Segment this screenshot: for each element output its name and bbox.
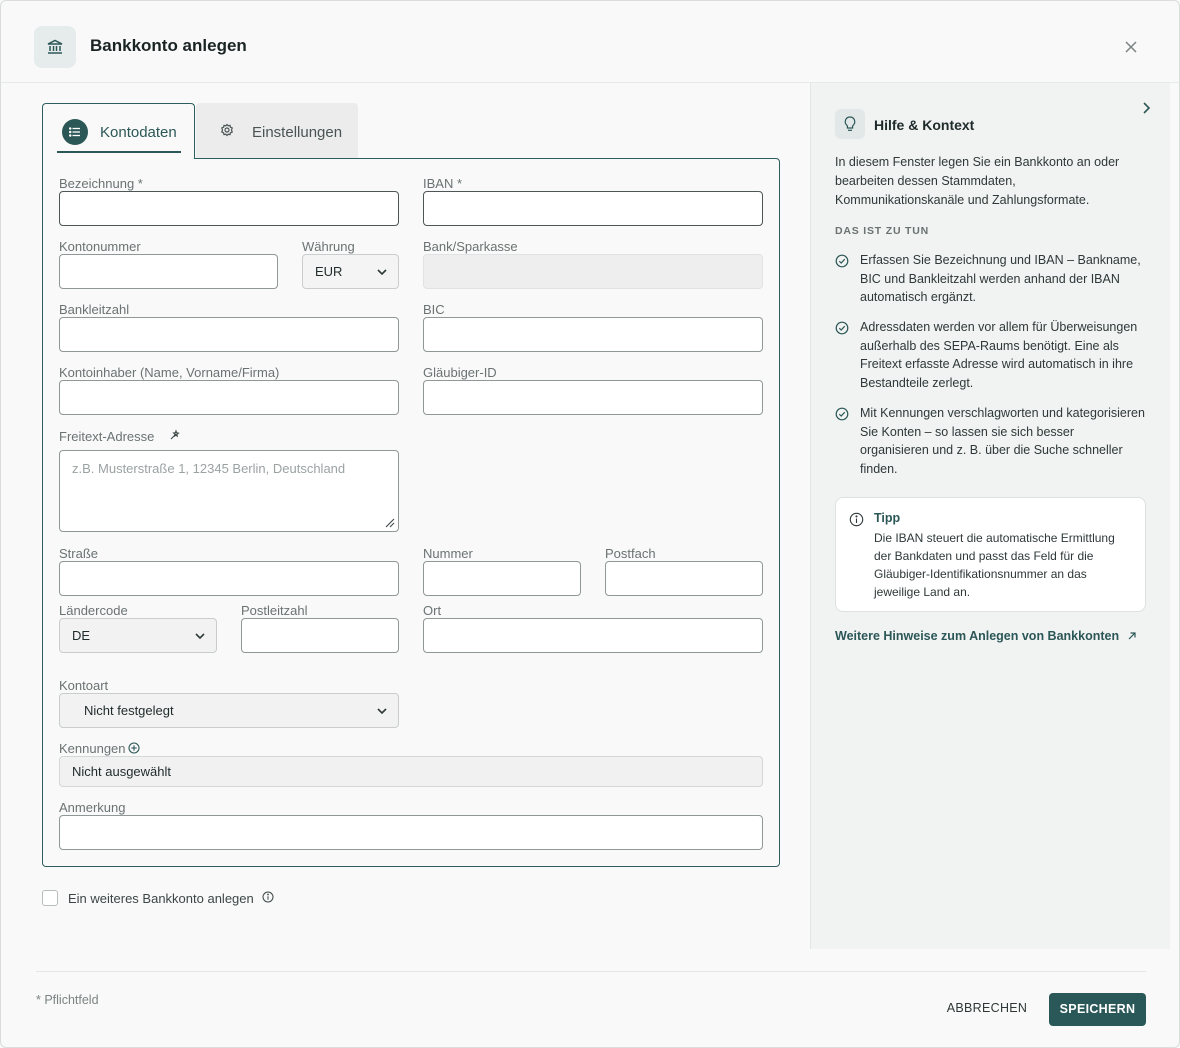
- ort-label: Ort: [423, 603, 442, 618]
- add-circle-icon[interactable]: [128, 742, 140, 754]
- bank-icon: [34, 26, 76, 68]
- waehrung-label: Währung: [302, 239, 355, 254]
- check-circle-icon: [835, 321, 849, 335]
- anmerkung-input[interactable]: [59, 815, 763, 850]
- tab-kontodaten[interactable]: [42, 103, 195, 159]
- freitext-label: Freitext-Adresse: [59, 429, 155, 444]
- close-icon[interactable]: [1119, 35, 1143, 59]
- nummer-label: Nummer: [423, 546, 473, 561]
- another-account-checkbox[interactable]: [42, 890, 58, 906]
- chevron-down-icon: [194, 630, 206, 642]
- glaeubiger-label: Gläubiger-ID: [423, 365, 497, 380]
- help-bullet-text: Adressdaten werden vor allem für Überweisungen außerhalb des SEPA-Raums benötigt. Eine als Freitext erfasste Adresse wird automatisch in ihre Bestandteile zerlegt.: [860, 320, 1138, 390]
- glaeubiger-input[interactable]: [423, 380, 763, 415]
- iban-label: IBAN *: [423, 176, 463, 191]
- nummer-input[interactable]: [423, 561, 581, 596]
- bezeichnung-input[interactable]: [59, 191, 399, 226]
- list-icon: [62, 119, 88, 145]
- tab-einstellungen[interactable]: [196, 103, 358, 159]
- postleitzahl-input[interactable]: [241, 618, 399, 653]
- external-link-icon: [1127, 631, 1137, 641]
- info-icon: [849, 512, 864, 527]
- tip-box: [835, 497, 1146, 612]
- lightbulb-icon: [835, 109, 865, 139]
- bank-label: Bank/Sparkasse: [423, 239, 518, 254]
- help-link[interactable]: [835, 629, 1137, 643]
- bankleitzahl-input[interactable]: [59, 317, 399, 352]
- footer-divider: [36, 971, 1146, 972]
- bezeichnung-label: Bezeichnung *: [59, 176, 143, 191]
- kennungen-label: Kennungen: [59, 741, 126, 756]
- help-subheading: DAS IST ZU TUN: [835, 225, 930, 237]
- gear-icon: [220, 123, 234, 137]
- anmerkung-label: Anmerkung: [59, 800, 126, 815]
- help-link-label: Weitere Hinweise zum Anlegen von Bankkonten: [835, 629, 1120, 643]
- kontoinhaber-label: Kontoinhaber (Name, Vorname/Firma): [59, 365, 280, 380]
- tip-text: Die IBAN steuert die automatische Ermittlung der Bankdaten und passt das Feld für die Gläubiger-Identifikationsnummer an das jeweilige Land an.: [874, 531, 1115, 599]
- kontoinhaber-input[interactable]: [59, 380, 399, 415]
- iban-input[interactable]: [423, 191, 763, 226]
- strasse-label: Straße: [59, 546, 99, 561]
- chevron-down-icon: [376, 266, 388, 278]
- kontonummer-label: Kontonummer: [59, 239, 141, 254]
- save-button[interactable]: SPEICHERN: [1049, 993, 1146, 1026]
- check-circle-icon: [835, 254, 849, 268]
- kontoart-select[interactable]: [59, 693, 399, 728]
- postfach-input[interactable]: [605, 561, 763, 596]
- check-circle-icon: [835, 407, 849, 421]
- resize-handle-icon[interactable]: [385, 518, 395, 528]
- tab-active-indicator: [57, 151, 181, 153]
- tab-einstellungen-label: Einstellungen: [252, 124, 343, 141]
- help-title: Hilfe & Kontext: [874, 117, 975, 133]
- postleitzahl-label: Postleitzahl: [241, 603, 308, 618]
- strasse-input[interactable]: [59, 561, 399, 596]
- kennungen-field[interactable]: [59, 756, 763, 787]
- chevron-down-icon: [376, 705, 388, 717]
- kontoart-value: Nicht festgelegt: [84, 703, 174, 718]
- required-note: * Pflichtfeld: [36, 993, 99, 1007]
- info-icon[interactable]: [262, 891, 274, 903]
- freitext-placeholder: z.B. Musterstraße 1, 12345 Berlin, Deutschland: [72, 461, 346, 476]
- kontonummer-input[interactable]: [59, 254, 278, 289]
- waehrung-select[interactable]: [302, 254, 399, 289]
- another-account-label[interactable]: Ein weiteres Bankkonto anlegen: [68, 891, 254, 906]
- help-bullet-text: Mit Kennungen verschlagworten und kategorisieren Sie Konten – so lassen sie sich besser organisieren und z. B. über die Suche schneller finden.: [860, 406, 1145, 476]
- help-bullet-text: Erfassen Sie Bezeichnung und IBAN – Bankname, BIC und Bankleitzahl werden anhand der IBAN automatisch ergänzt.: [860, 253, 1141, 305]
- cancel-button[interactable]: ABBRECHEN: [946, 1001, 1028, 1015]
- postfach-label: Postfach: [605, 546, 656, 561]
- chevron-right-icon[interactable]: [1139, 101, 1153, 115]
- bic-input[interactable]: [423, 317, 763, 352]
- laendercode-value: DE: [72, 628, 91, 643]
- laendercode-label: Ländercode: [59, 603, 128, 618]
- freitext-textarea[interactable]: [59, 450, 399, 532]
- bankleitzahl-label: Bankleitzahl: [59, 302, 130, 317]
- laendercode-select[interactable]: [59, 618, 217, 653]
- bic-label: BIC: [423, 302, 445, 317]
- kontoart-label: Kontoart: [59, 678, 109, 693]
- dialog-header: [1, 1, 1179, 83]
- ort-input[interactable]: [423, 618, 763, 653]
- dialog-title: Bankkonto anlegen: [90, 36, 247, 55]
- magic-wand-icon[interactable]: [168, 429, 181, 442]
- bank-input: [423, 254, 763, 289]
- help-intro: In diesem Fenster legen Sie ein Bankkonto an oder bearbeiten dessen Stammdaten, Kommunikationskanäle und Zahlungsformate.: [835, 155, 1120, 207]
- tip-title: Tipp: [874, 511, 901, 525]
- kennungen-value: Nicht ausgewählt: [72, 764, 171, 779]
- tab-kontodaten-label: Kontodaten: [100, 124, 177, 141]
- waehrung-value: EUR: [315, 264, 343, 279]
